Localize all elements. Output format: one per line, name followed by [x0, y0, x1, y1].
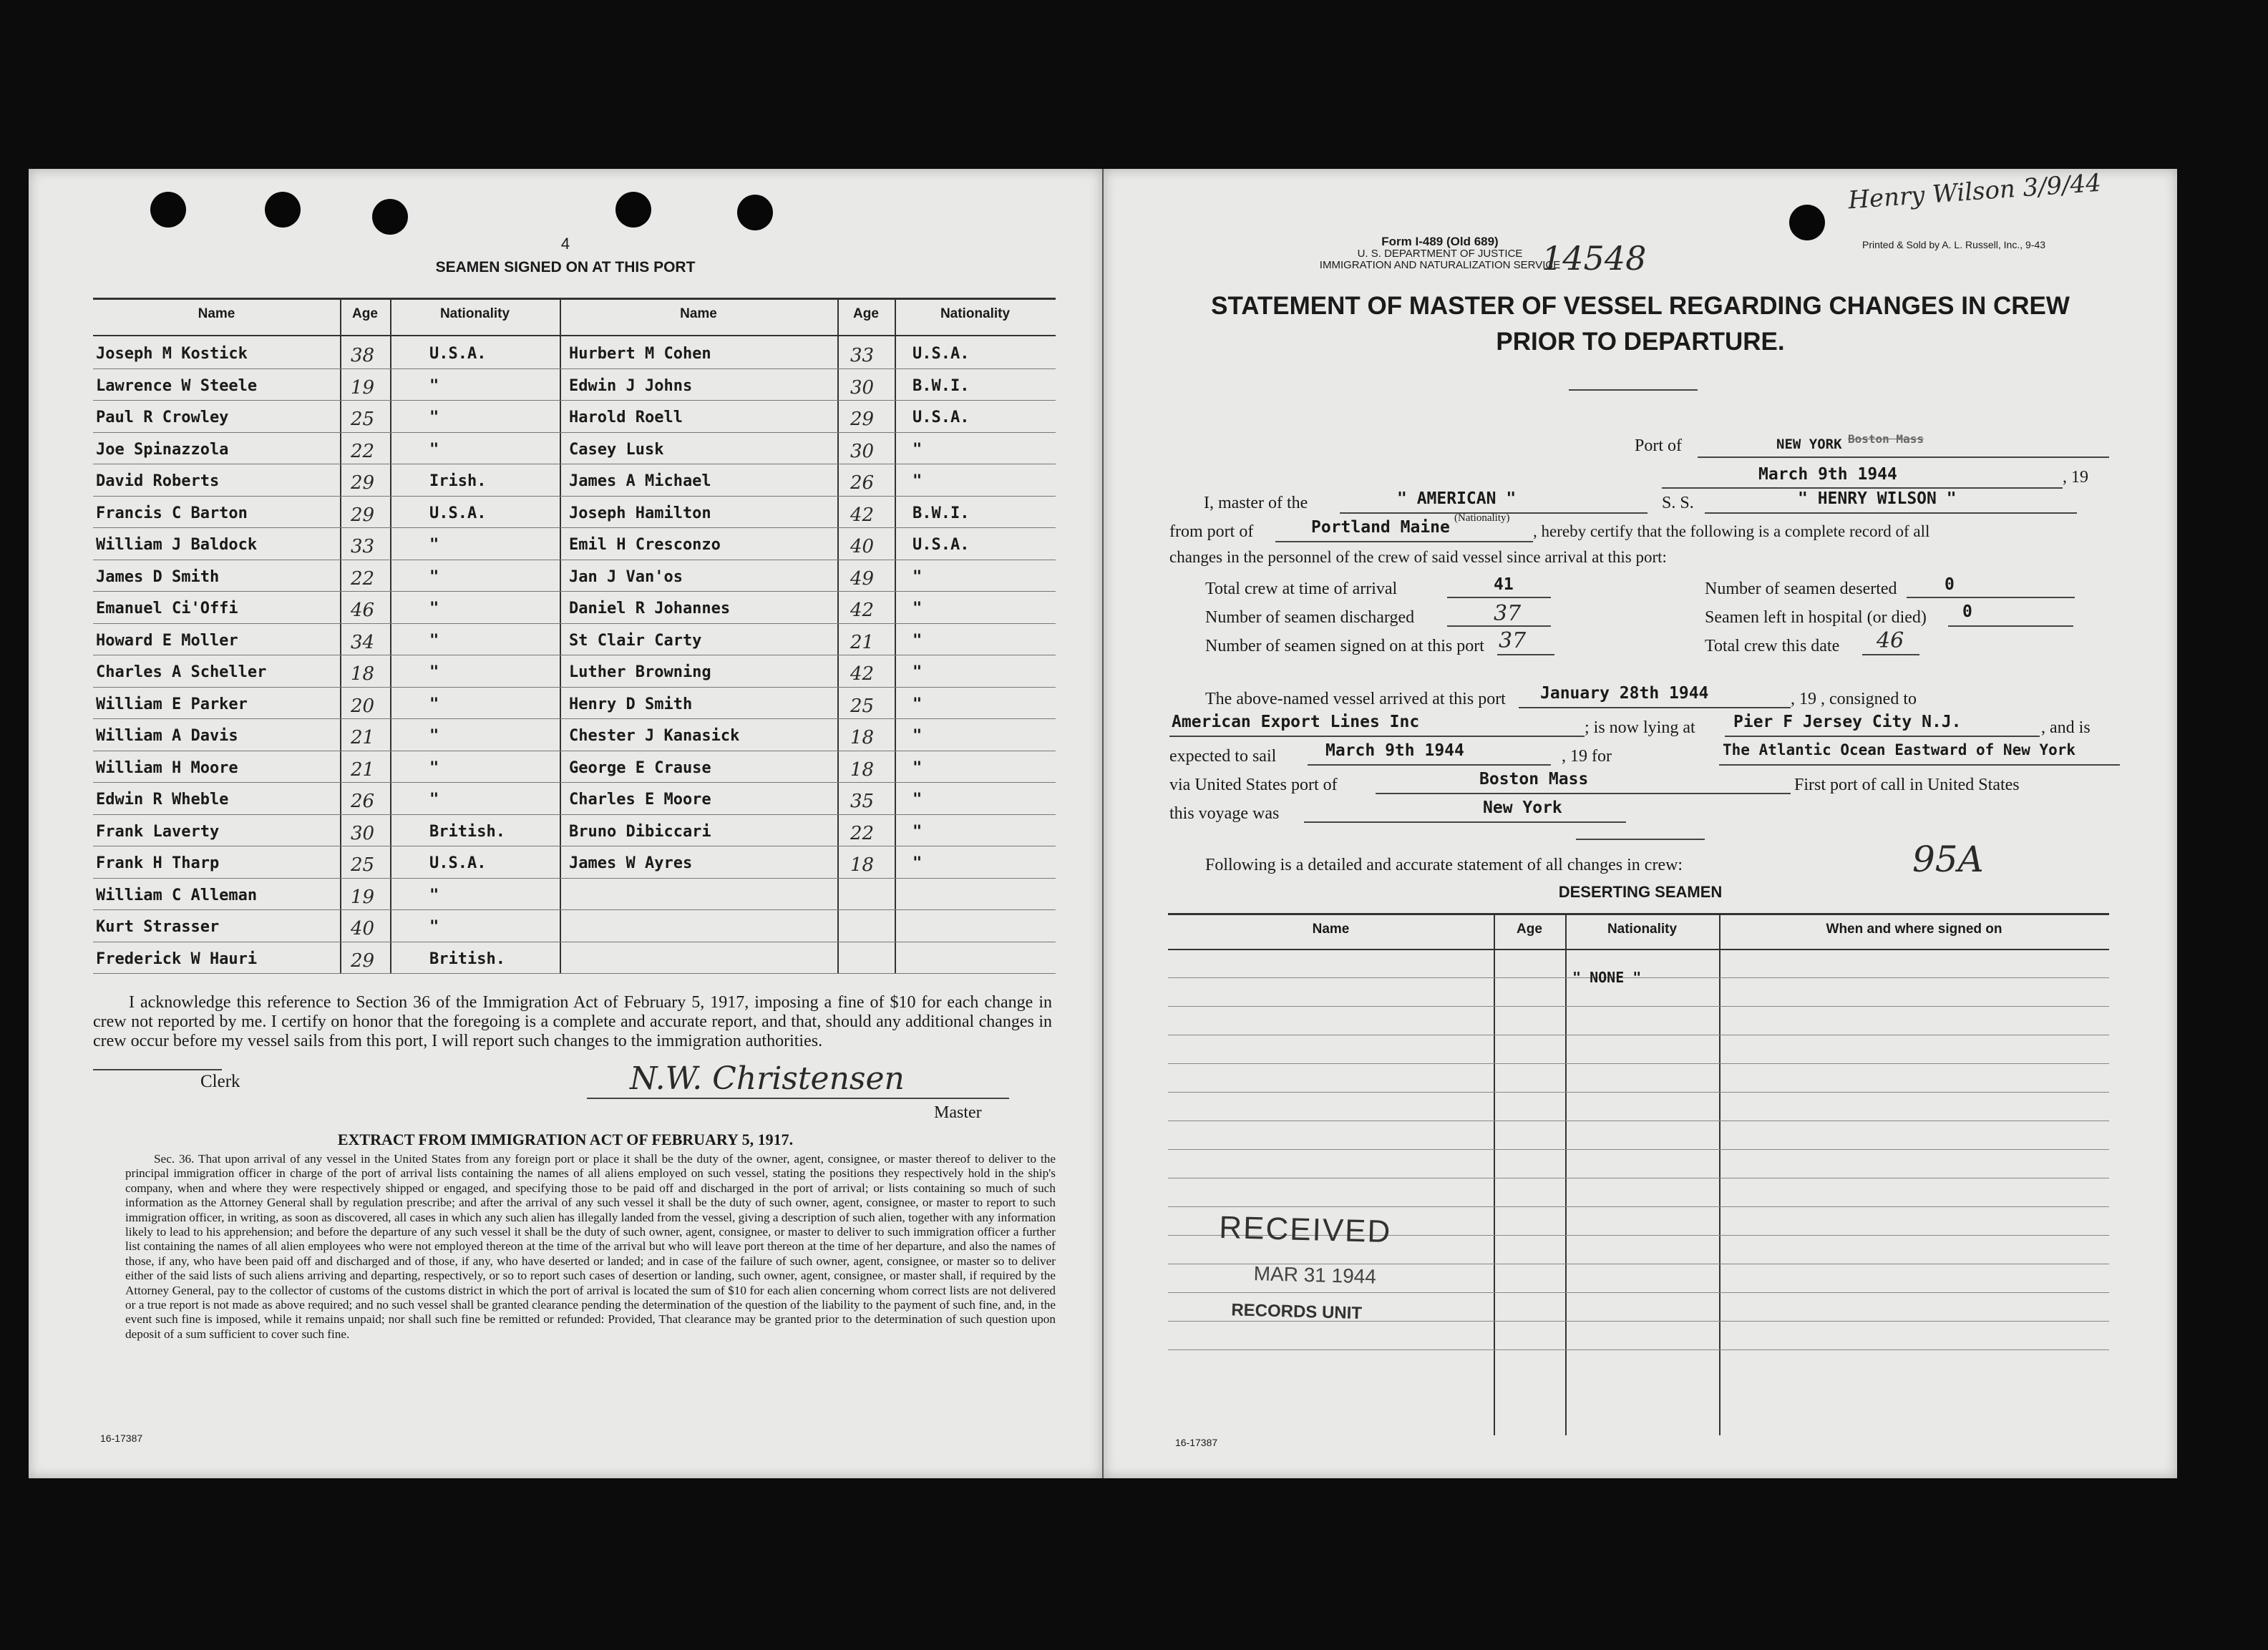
seaman-name: Joe Spinazzola: [96, 440, 229, 459]
left-footer-code: 16-17387: [100, 1432, 143, 1444]
seaman-nationality: ": [429, 791, 439, 809]
seaman-age: 18: [850, 854, 875, 876]
seaman-nationality: U.S.A.: [429, 504, 487, 522]
consignee: American Export Lines Inc: [1172, 713, 1420, 731]
seaman-nationality: ": [429, 600, 439, 617]
right-page: [1102, 169, 2177, 1478]
department: U. S. DEPARTMENT OF JUSTICE: [1357, 248, 1523, 260]
port-value: NEW YORK: [1776, 436, 1842, 452]
seaman-age: 42: [850, 663, 875, 685]
arrived-text: The above-named vessel arrived at this port: [1205, 690, 1506, 708]
deserted-label: Number of seamen deserted: [1705, 580, 1897, 598]
stamp-date: MAR 31 1944: [1253, 1262, 1377, 1288]
seaman-age: 22: [351, 567, 375, 590]
date-value: March 9th 1944: [1758, 465, 1897, 484]
clerk-signature-line: [93, 1069, 222, 1070]
seaman-nationality: U.S.A.: [429, 854, 487, 872]
seaman-age: 18: [351, 663, 375, 685]
seaman-age: 29: [850, 409, 875, 430]
seaman-nationality: Irish.: [429, 472, 487, 490]
signed-on-count: 37: [1499, 628, 1527, 653]
form-title-line2: PRIOR TO DEPARTURE.: [1496, 328, 1785, 356]
seaman-nationality: ": [912, 854, 923, 872]
vessel-name: " HENRY WILSON ": [1798, 489, 1957, 508]
seaman-name: Daniel R Johannes: [569, 600, 731, 617]
col-header-name: Name: [680, 306, 717, 321]
seaman-name: Howard E Moller: [96, 631, 238, 650]
seaman-nationality: ": [429, 918, 439, 936]
seaman-age: 30: [351, 822, 375, 844]
seaman-age: 19: [351, 376, 375, 399]
seaman-age: 49: [850, 567, 875, 590]
none-entry: " NONE ": [1572, 969, 1642, 986]
seaman-age: 38: [351, 345, 375, 366]
destination: The Atlantic Ocean Eastward of New York: [1723, 741, 2076, 758]
row-rule: [93, 432, 1056, 433]
seaman-age: 29: [351, 472, 375, 494]
ss-label: S. S.: [1662, 494, 1694, 512]
seaman-nationality: British.: [429, 822, 505, 841]
seaman-nationality: U.S.A.: [912, 409, 970, 426]
seaman-age: 33: [351, 536, 375, 557]
seaman-nationality: ": [429, 727, 439, 745]
deserted-count: 0: [1945, 575, 1955, 594]
seaman-age: 26: [351, 791, 375, 812]
arrived-date: January 28th 1944: [1540, 684, 1709, 703]
handwritten-file-number: 14548: [1542, 239, 1647, 278]
seaman-nationality: ": [912, 695, 923, 713]
deserting-title: DESERTING SEAMEN: [1558, 883, 1723, 901]
handwritten-code: 95A: [1912, 839, 1984, 880]
seaman-nationality: B.W.I.: [912, 376, 970, 395]
desert-col-name: Name: [1312, 922, 1350, 937]
seaman-nationality: ": [912, 791, 923, 809]
desert-row-rule: [1168, 1063, 2109, 1064]
seaman-age: 20: [351, 695, 375, 717]
desert-col-signed-on: When and where signed on: [1826, 922, 2002, 937]
hospital-count: 0: [1962, 602, 1972, 621]
seaman-nationality: ": [429, 695, 439, 713]
seaman-nationality: ": [429, 440, 439, 459]
for-text: , 19 for: [1562, 747, 1612, 766]
clerk-label: Clerk: [200, 1072, 240, 1091]
seaman-age: 22: [850, 822, 875, 844]
from-port-label: from port of: [1169, 522, 1254, 541]
received-stamp: [1217, 1210, 1392, 1324]
col-header-age: Age: [352, 306, 378, 321]
nationality-value: " AMERICAN ": [1397, 489, 1517, 508]
seaman-nationality: B.W.I.: [912, 504, 970, 522]
seaman-nationality: ": [429, 631, 439, 650]
seaman-nationality: ": [912, 440, 923, 459]
this-voyage-text: this voyage was: [1169, 804, 1280, 823]
row-rule: [93, 718, 1056, 719]
year-suffix: , 19: [2063, 468, 2088, 487]
seaman-nationality: ": [429, 663, 439, 681]
punch-hole: [1789, 205, 1825, 240]
row-rule: [93, 527, 1056, 528]
total-crew-date-label: Total crew this date: [1705, 637, 1840, 655]
seaman-nationality: ": [429, 758, 439, 777]
seaman-name: Joseph Hamilton: [569, 504, 711, 522]
seaman-age: 21: [850, 631, 875, 653]
total-crew-date: 46: [1877, 628, 1904, 653]
seaman-name: Harold Roell: [569, 409, 683, 426]
desert-row-rule: [1168, 1006, 2109, 1007]
consigned-text: , 19 , consigned to: [1791, 690, 1917, 708]
service-name: IMMIGRATION AND NATURALIZATION SERVICE: [1319, 259, 1561, 271]
punch-hole: [615, 192, 651, 228]
seaman-name: James D Smith: [96, 567, 220, 586]
seaman-name: James W Ayres: [569, 854, 693, 872]
port-struck-value: Boston Mass: [1848, 432, 1924, 446]
desert-row-rule: [1168, 1149, 2109, 1150]
left-page-title: SEAMEN SIGNED ON AT THIS PORT: [435, 259, 696, 275]
seaman-age: 33: [850, 345, 875, 366]
lying-at: Pier F Jersey City N.J.: [1733, 713, 1962, 731]
col-header-nationality: Nationality: [439, 306, 510, 321]
handwritten-vessel-note: Henry Wilson 3/9/44: [1847, 168, 2103, 215]
nationality-caption: (Nationality): [1454, 512, 1510, 524]
punch-hole: [265, 192, 301, 228]
page-number: 4: [560, 235, 570, 253]
seaman-name: Hurbert M Cohen: [569, 345, 711, 363]
master-signature-line: [587, 1098, 1009, 1099]
seaman-nationality: ": [912, 727, 923, 745]
stamp-received: RECEIVED: [1218, 1209, 1392, 1250]
row-rule: [93, 973, 1056, 974]
seaman-nationality: U.S.A.: [912, 345, 970, 363]
seaman-name: Joseph M Kostick: [96, 345, 248, 363]
seaman-age: 40: [850, 536, 875, 557]
seaman-name: Emanuel Ci'Offi: [96, 600, 238, 617]
punch-hole: [737, 195, 773, 230]
acknowledgement-text: I acknowledge this reference to Section 36 of the Immigration Act of February 5, 1917, imposing a fine of $10 for each change in crew not reported by me. I certify on honor that the foregoing is a complete and accurate report, and that, should any additional changes in crew occur before my vessel sails from this port, I will report such changes to the immigration authorities.: [93, 993, 1052, 1050]
row-rule: [93, 400, 1056, 401]
seaman-age: 30: [850, 376, 875, 399]
seaman-name: Frank Laverty: [96, 822, 220, 841]
seaman-name: Jan J Van'os: [569, 567, 683, 586]
seaman-name: Bruno Dibiccari: [569, 822, 711, 841]
from-port-value: Portland Maine: [1311, 518, 1450, 537]
col-header-name: Name: [198, 306, 235, 321]
seaman-nationality: ": [429, 886, 439, 904]
seaman-name: Luther Browning: [569, 663, 711, 681]
seaman-age: 21: [351, 727, 375, 748]
desert-row-rule: [1168, 1206, 2109, 1207]
via-text: via United States port of: [1169, 776, 1338, 794]
seaman-name: Chester J Kanasick: [569, 727, 740, 745]
certify-text: , hereby certify that the following is a complete record of all: [1533, 522, 1930, 540]
seaman-nationality: U.S.A.: [429, 345, 487, 363]
desert-row-rule: [1168, 1349, 2109, 1350]
seaman-name: Emil H Cresconzo: [569, 536, 721, 554]
seaman-nationality: ": [912, 600, 923, 617]
seaman-age: 34: [351, 631, 375, 653]
desert-col-age: Age: [1517, 922, 1542, 937]
seaman-nationality: ": [429, 536, 439, 554]
form-number: Form I-489 (Old 689): [1381, 235, 1499, 248]
seaman-age: 26: [850, 472, 875, 494]
seaman-name: Kurt Strasser: [96, 918, 220, 936]
port-of-label: Port of: [1635, 436, 1682, 455]
seaman-name: Charles A Scheller: [96, 663, 267, 681]
seaman-nationality: ": [912, 472, 923, 490]
row-rule: [93, 496, 1056, 497]
punch-hole: [372, 199, 408, 235]
seaman-name: David Roberts: [96, 472, 220, 490]
seaman-nationality: ": [429, 409, 439, 426]
seaman-name: James A Michael: [569, 472, 711, 490]
first-port-value: New York: [1483, 799, 1562, 817]
seaman-name: William J Baldock: [96, 536, 258, 554]
stamp-unit: RECORDS UNIT: [1231, 1300, 1363, 1324]
and-is-text: , and is: [2041, 718, 2091, 737]
row-rule: [93, 687, 1056, 688]
seaman-age: 18: [850, 727, 875, 748]
seaman-age: 40: [351, 918, 375, 939]
seaman-name: Francis C Barton: [96, 504, 248, 522]
seaman-nationality: ": [429, 376, 439, 395]
right-footer-code: 16-17387: [1175, 1437, 1218, 1448]
following-text: Following is a detailed and accurate statement of all changes in crew:: [1205, 856, 1683, 874]
row-rule: [93, 814, 1056, 815]
printer-note: Printed & Sold by A. L. Russell, Inc., 9-43: [1862, 239, 2046, 250]
seaman-name: William C Alleman: [96, 886, 258, 904]
seaman-nationality: ": [429, 567, 439, 586]
row-rule: [93, 591, 1056, 592]
col-header-nationality: Nationality: [940, 306, 1011, 321]
form-title-line1: STATEMENT OF MASTER OF VESSEL REGARDING CHANGES IN CREW: [1211, 292, 2070, 320]
seaman-age: 22: [351, 440, 375, 462]
total-crew-arrival-label: Total crew at time of arrival: [1205, 580, 1398, 598]
seaman-nationality: British.: [429, 950, 505, 968]
punch-hole: [150, 192, 186, 228]
master-label: Master: [934, 1103, 982, 1122]
deserting-seamen-table: [1168, 913, 2109, 1435]
lying-text: ; is now lying at: [1585, 718, 1695, 737]
seaman-name: Casey Lusk: [569, 440, 664, 459]
left-page: [29, 169, 1102, 1478]
seaman-name: Charles E Moore: [569, 791, 711, 809]
via-port: Boston Mass: [1479, 770, 1589, 789]
discharged-count: 37: [1494, 601, 1522, 626]
seaman-name: Edwin R Wheble: [96, 791, 229, 809]
seaman-name: William A Davis: [96, 727, 238, 745]
seaman-age: 21: [351, 758, 375, 781]
master-signature: N.W. Christensen: [630, 1060, 905, 1097]
extract-title: EXTRACT FROM IMMIGRATION ACT OF FEBRUARY 5, 1917.: [337, 1131, 794, 1148]
extract-text: Sec. 36. That upon arrival of any vessel in the United States from any foreign port or place it shall be the duty of the owner, agent, consignee, or master thereof to deliver to the principal immigration officer in charge of the port of arrival lists containing the names of all aliens employed on such vessel, stating the positions they respectively hold in the ship's company, when and where they were respectively shipped or engaged, and specifying those to be paid off and discharged in the port of arrival; or lists containing so much of such information as the Attorney General shall by regulation prescribe; and after the arrival of any such vessel it shall be the duty of such owner, agent, consignee, or master to report to such immigration officer, in writing, as soon as discovered, all cases in which any such alien has illegally landed from the vessel, giving a description of such alien, together with any information likely to lead to his apprehension; and before the departure of any such vessel it shall be the duty of such owner, agent, consignee, or master to deliver to such immigration officer a further list containing the names of all alien employees who were not employed thereon at the time of the arrival but who will leave port thereon at the time of her departure, and also the names of those, if any, who have been paid off and discharged and of those, if any, who have deserted or landed; and in case of the failure of such owner, agent, consignee, or master so to deliver either of the said lists of such aliens arriving and departing, respectively, or so to report such cases of desertion or landing, such owner, agent, consignee, or master shall, if required by the Attorney General, pay to the collector of customs of the customs district in which the port of arrival is located the sum of $10 for each alien concerning whom correct lists are not delivered or a true report is not made as above required; and no such vessel shall be granted clearance pending the determination of the question of the liability to the payment of such fine, and, in the event such fine is imposed, while it remains unpaid; nor shall such fine be remitted or refunded: Provided, That clearance may be granted prior to the determination of such question upon deposit of a sum sufficient to cover such fine.: [125, 1152, 1056, 1341]
seaman-name: Frederick W Hauri: [96, 950, 258, 968]
desert-col-nationality: Nationality: [1607, 922, 1678, 937]
hospital-label: Seamen left in hospital (or died): [1705, 608, 1927, 627]
seaman-age: 42: [850, 504, 875, 526]
seaman-name: Frank H Tharp: [96, 854, 220, 872]
seaman-nationality: ": [912, 758, 923, 777]
seaman-age: 18: [850, 758, 875, 781]
master-of-label: I, master of the: [1204, 494, 1308, 512]
crew-table: [93, 298, 1056, 974]
row-rule: [93, 368, 1056, 369]
signed-on-label: Number of seamen signed on at this port: [1205, 637, 1484, 655]
section-rule: [1576, 839, 1705, 840]
seaman-name: Edwin J Johns: [569, 376, 693, 395]
seaman-nationality: ": [912, 567, 923, 586]
total-crew-arrival: 41: [1494, 575, 1514, 594]
seaman-nationality: ": [912, 631, 923, 650]
seaman-age: 25: [351, 409, 375, 430]
seaman-age: 42: [850, 600, 875, 621]
sail-date: March 9th 1944: [1325, 741, 1464, 760]
title-rule: [1569, 389, 1698, 391]
row-rule: [93, 909, 1056, 910]
desert-row-rule: [1168, 1092, 2109, 1093]
seaman-age: 29: [351, 950, 375, 972]
seaman-nationality: ": [912, 663, 923, 681]
seaman-age: 19: [351, 886, 375, 908]
seaman-age: 46: [351, 600, 375, 621]
seaman-age: 25: [351, 854, 375, 876]
seaman-name: Lawrence W Steele: [96, 376, 258, 395]
col-header-age: Age: [853, 306, 879, 321]
seaman-age: 25: [850, 695, 875, 717]
certify-text-2: changes in the personnel of the crew of said vessel since arrival at this port:: [1169, 548, 1667, 566]
first-port-text: First port of call in United States: [1794, 776, 2020, 794]
seaman-name: St Clair Carty: [569, 631, 702, 650]
discharged-label: Number of seamen discharged: [1205, 608, 1415, 627]
row-rule: [93, 782, 1056, 783]
seaman-name: William E Parker: [96, 695, 248, 713]
row-rule: [93, 623, 1056, 624]
expected-text: expected to sail: [1169, 747, 1277, 766]
seaman-name: Paul R Crowley: [96, 409, 229, 426]
seaman-name: George E Crause: [569, 758, 711, 777]
seaman-nationality: ": [912, 822, 923, 841]
seaman-age: 29: [351, 504, 375, 526]
seaman-nationality: U.S.A.: [912, 536, 970, 554]
seaman-age: 35: [850, 791, 875, 812]
seaman-name: Henry D Smith: [569, 695, 693, 713]
row-rule: [93, 878, 1056, 879]
seaman-age: 30: [850, 440, 875, 462]
seaman-name: William H Moore: [96, 758, 238, 777]
